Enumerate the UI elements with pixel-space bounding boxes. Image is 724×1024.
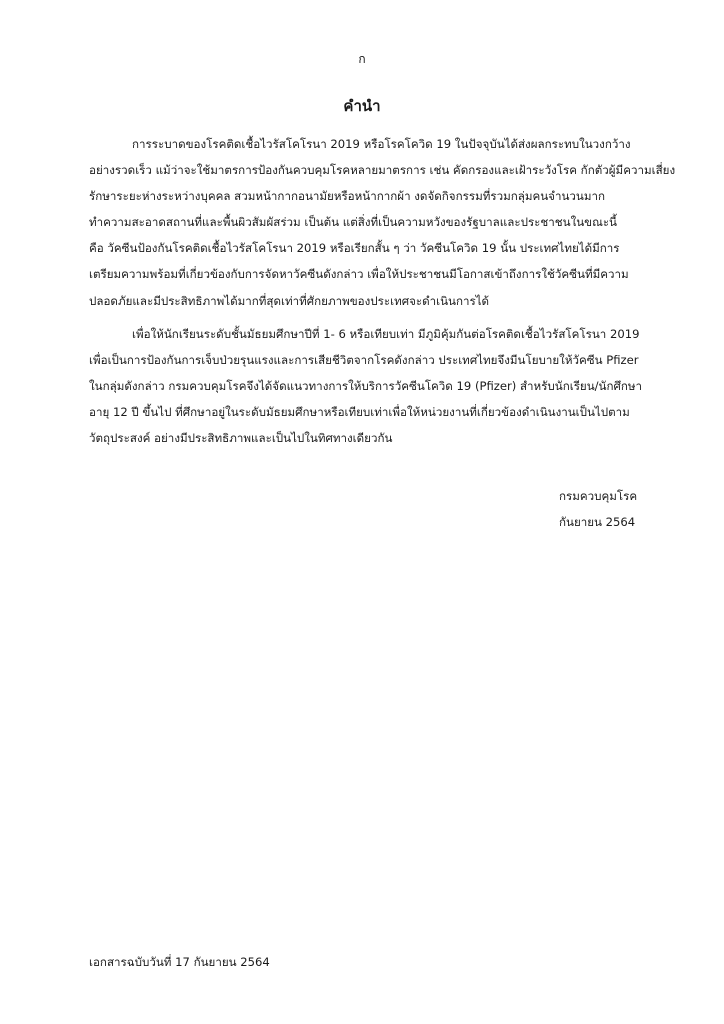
page-number: ก: [358, 52, 366, 66]
signature-block: [559, 483, 637, 535]
paragraph-line: การระบาดของโรคติดเชื้อไวรัสโคโรนา 2019 หรือโรคโควิด 19 ในปัจจุบันได้ส่งผลกระทบในวงกว้าง: [132, 137, 631, 151]
paragraph-line: รักษาระยะห่างระหว่างบุคคล สวมหน้ากากอนามัยหรือหน้ากากผ้า งดจัดกิจกรรมที่รวมกลุ่มคนจำนวนมาก: [89, 189, 606, 204]
paragraph-line: อย่างรวดเร็ว แม้ว่าจะใช้มาตรการป้องกันควบคุมโรคหลายมาตรการ เช่น คัดกรองและเฝ้าระวังโรค กักตัวผู้มีความเสี่ยง: [89, 163, 676, 178]
paragraph-line: ในกลุ่มดังกล่าว กรมควบคุมโรคจึงได้จัดแนวทางการให้บริการวัคซีนโควิด 19 (Pfizer) สำหรับนักเรียน/นักศึกษา: [89, 379, 643, 394]
paragraph-1: [89, 131, 676, 314]
document-date-footer: เอกสารฉบับวันที่ 17 กันยายน 2564: [89, 955, 270, 969]
paragraph-line: คือ วัคซีนป้องกันโรคติดเชื้อไวรัสโคโรนา 2019 หรือเรียกสั้น ๆ ว่า วัคซีนโควิด 19 นั้น ประเทศไทยได้มีการ: [89, 241, 620, 256]
paragraph-line: วัตถุประสงค์ อย่างมีประสิทธิภาพและเป็นไปในทิศทางเดียวกัน: [89, 431, 393, 446]
paragraph-line: ทำความสะอาดสถานที่และพื้นผิวสัมผัสร่วม เป็นต้น แต่สิ่งที่เป็นความหวังของรัฐบาลและประชาชนในขณะนี้: [89, 215, 617, 230]
paragraph-line: อายุ 12 ปี ขึ้นไป ที่ศึกษาอยู่ในระดับมัธยมศึกษาหรือเทียบเท่าเพื่อให้หน่วยงานที่เกี่ยวข้องดำเนินงานเป็นไปตาม: [89, 405, 630, 420]
paragraph-line: เพื่อเป็นการป้องกันการเจ็บป่วยรุนแรงและการเสียชีวิตจากโรคดังกล่าว ประเทศไทยจึงมีนโยบายให้วัคซีน Pfizer: [89, 353, 639, 368]
paragraph-line: เตรียมความพร้อมที่เกี่ยวข้องกับการจัดหาวัคซีนดังกล่าว เพื่อให้ประชาชนมีโอกาสเข้าถึงการใช้วัคซีนที่มีความ: [89, 267, 629, 282]
paragraph-line: เพื่อให้นักเรียนระดับชั้นมัธยมศึกษาปีที่ 1- 6 หรือเทียบเท่า มีภูมิคุ้มกันต่อโรคติดเชื้อไวรัสโคโรนา 2019: [132, 327, 640, 341]
signature-organization: กรมควบคุมโรค: [559, 489, 638, 503]
paragraph-2: [89, 321, 643, 451]
signature-date: กันยายน 2564: [559, 515, 636, 529]
paragraph-line: ปลอดภัยและมีประสิทธิภาพได้มากที่สุดเท่าที่ศักยภาพของประเทศจะดำเนินการได้: [89, 293, 490, 308]
page-title: คำนำ: [343, 97, 381, 115]
